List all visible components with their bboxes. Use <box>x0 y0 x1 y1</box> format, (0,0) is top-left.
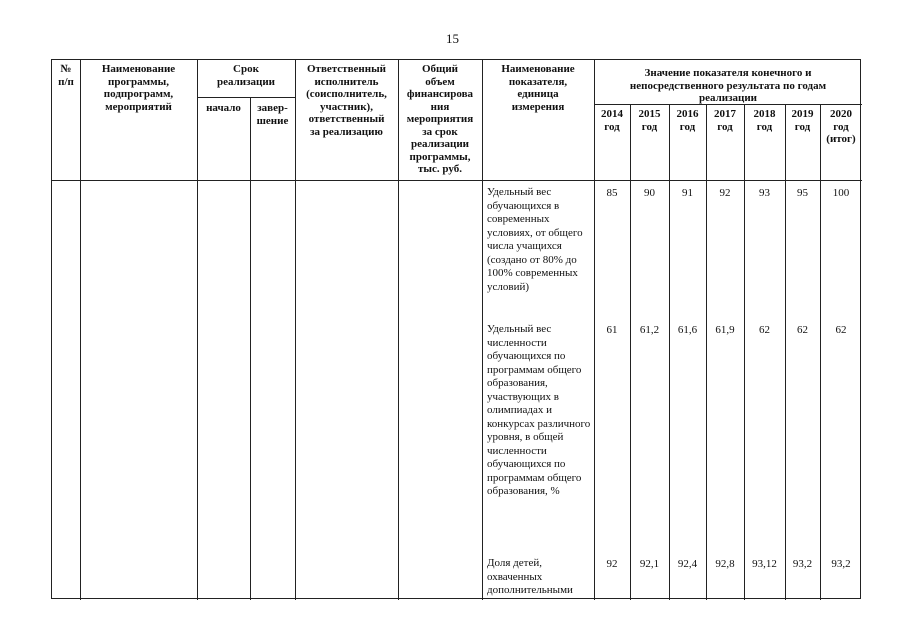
header-year-2014: 2014 год <box>601 108 623 133</box>
value-row-1-2018: 93 <box>759 187 770 199</box>
header-start: начало <box>206 102 241 114</box>
header-indicator: Наименование показателя, единица измерения <box>501 63 575 113</box>
header-period: Срок реализации <box>216 63 276 88</box>
value-row-2-2019: 62 <box>797 324 808 336</box>
value-row-1-2017: 92 <box>719 187 731 199</box>
header-no: № п/п <box>58 63 74 88</box>
value-row-3-2016: 92,4 <box>677 558 698 570</box>
value-row-2-2015: 61,2 <box>639 324 660 336</box>
col-divider-4 <box>295 60 296 600</box>
value-row-3-2020: 93,2 <box>831 558 851 570</box>
header-year-2020: 2020 год (итог) <box>826 108 856 145</box>
value-row-3-2019: 93,2 <box>792 558 813 570</box>
value-row-1-2016: 91 <box>682 187 693 199</box>
header-year-2016: 2016 год <box>676 108 699 133</box>
value-row-2-2018: 62 <box>759 324 770 336</box>
header-executor: Ответственный исполнитель (соисполнитель, участник), ответственный за реализацию <box>306 63 387 138</box>
header-name: Наименование программы, подпрограмм, мероприятий <box>101 63 176 113</box>
indicator-text-row-3: Доля детей, охваченных дополнительными <box>487 557 573 596</box>
header-year-2015: 2015 год <box>638 108 661 133</box>
col-divider-6 <box>482 60 483 600</box>
col-divider-2020 <box>820 104 821 600</box>
indicator-text-row-1: Удельный вес обучающихся в современных условиях, от общего числа учащихся (создано от 80% до 100% современных условий) <box>487 186 583 293</box>
period-subheader-line <box>197 97 295 98</box>
col-divider-1 <box>80 60 81 600</box>
header-year-2019: 2019 год <box>791 108 814 133</box>
value-row-2-2014: 61 <box>606 324 618 336</box>
header-year-2017: 2017 год <box>714 108 736 133</box>
value-row-1-2019: 95 <box>797 187 808 199</box>
value-row-3-2017: 92,8 <box>715 558 735 570</box>
value-row-1-2014: 85 <box>606 187 618 199</box>
value-row-2-2020: 62 <box>835 324 847 336</box>
col-divider-2015 <box>630 104 631 600</box>
col-divider-2019 <box>785 104 786 600</box>
col-divider-2017 <box>706 104 707 600</box>
value-row-3-2014: 92 <box>606 558 618 570</box>
value-row-3-2018: 93,12 <box>752 558 777 570</box>
value-row-1-2020: 100 <box>832 187 850 199</box>
value-row-2-2016: 61,6 <box>677 324 698 336</box>
header-year-2018: 2018 год <box>753 108 776 133</box>
page-number: 15 <box>446 31 459 46</box>
value-row-1-2015: 90 <box>644 187 655 199</box>
value-row-3-2015: 92,1 <box>639 558 660 570</box>
indicator-text-row-2: Удельный вес численности обучающихся по программам общего образования, участвующих в олимпиадах и конкурсах различного уровня, в общей численности обучающихся по программам общего образования, % <box>487 323 591 497</box>
header-financing: Общий объем финансирова ния мероприятия за срок реализации программы, тыс. руб. <box>406 63 474 175</box>
header-values-group: Значение показателя конечного и непосредственного результата по годам реализации <box>629 67 827 104</box>
col-divider-2 <box>197 60 198 600</box>
value-row-2-2017: 61,9 <box>715 324 735 336</box>
col-divider-3 <box>250 97 251 600</box>
col-divider-2018 <box>744 104 745 600</box>
header-end: завер- шение <box>256 102 289 127</box>
header-bottom-line <box>52 180 862 181</box>
program-indicators-table <box>51 59 861 599</box>
col-divider-2016 <box>669 104 670 600</box>
